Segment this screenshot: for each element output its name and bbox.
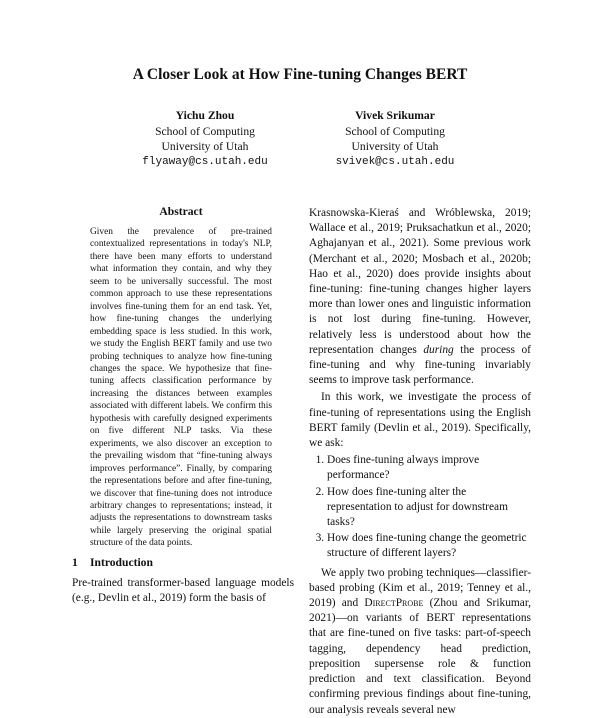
author-email: svivek@cs.utah.edu bbox=[335, 155, 455, 168]
right-paragraph-3 bbox=[309, 566, 531, 718]
author-institution: University of Utah bbox=[161, 140, 249, 153]
emphasis-during: during bbox=[423, 343, 454, 356]
right-paragraph-3-start: We apply two probing techniques—classifier-based probing (Kim et al., 2019; Tenney et al., 2019) and bbox=[309, 566, 531, 610]
author-block-1 bbox=[110, 108, 300, 170]
abstract-text: Given the prevalence of pre-trained contextualized representations in today's NLP, there have been many efforts to understand what information they contain, and why they seem to be universally successful. The most common approach to use these representations involves fine-tuning them for an end task. Yet, how fine-tuning changes the underlying embedding space is less studied. In this work, we study the English BERT family and use two probing techniques to analyze how fine-tuning changes the space. We hypothesize that fine-tuning affects classification performance by increasing the distances between examples associated with different labels. We confirm this hypothesis with carefully designed experiments on five different NLP tasks. Via these experiments, we also discover an exception to the prevailing wisdom that “fine-tuning always improves performance”. Finally, by comparing the representations before and after fine-tuning, we discover that fine-tuning does not introduce arbitrary changes to representations; instead, it adjusts the representations to downstream tasks while largely preserving the original spatial structure of the data points. bbox=[90, 227, 272, 549]
question-list bbox=[309, 453, 531, 561]
right-paragraph-1-text: Krasnowska-Kieraś and Wróblewska, 2019; Wallace et al., 2019; Pruksachatkun et al., 2020; Aghajanyan et al., 2021). Some previous work (Merchant et al., 2020; Mosbach et al., 2020b; Hao et al., 2020) does provide insights about fine-tuning: fine-tuning changes higher layers more than lower ones and linguistic information is not lost during fine-tuning. However, relatively less is understood about how the representation changes bbox=[309, 207, 531, 356]
question-item: 3. How does fine-tuning change the geometric structure of different layers? bbox=[327, 531, 531, 561]
right-paragraph-1-end: the process of fine-tuning and why fine-tuning invariably seems to improve task performance. bbox=[309, 343, 531, 387]
author-block-2 bbox=[300, 108, 490, 170]
author-affiliation: School of Computing bbox=[345, 124, 445, 138]
question-item: 1. Does fine-tuning always improve performance? bbox=[327, 453, 531, 483]
author-affiliation: School of Computing bbox=[155, 124, 255, 138]
author-name: Yichu Zhou bbox=[175, 109, 235, 122]
section-title: Introduction bbox=[90, 556, 153, 569]
right-paragraph-1 bbox=[309, 206, 531, 388]
intro-paragraph: Pre-trained transformer-based language models (e.g., Devlin et al., 2019) form the basis of bbox=[72, 577, 294, 605]
abstract-body bbox=[90, 226, 272, 550]
section-heading-introduction bbox=[72, 556, 292, 569]
directprobe-name: DirectProbe bbox=[364, 597, 424, 610]
intro-body bbox=[72, 576, 294, 606]
right-paragraph-2: In this work, we investigate the process of fine-tuning of representations using the English BERT family (Devlin et al., 2019). Specifically, we ask: bbox=[309, 391, 531, 450]
author-name: Vivek Srikumar bbox=[355, 109, 435, 122]
abstract-heading: Abstract bbox=[159, 205, 203, 218]
author-email: flyaway@cs.utah.edu bbox=[142, 155, 268, 168]
author-institution: University of Utah bbox=[351, 140, 439, 153]
right-paragraph-3-rest: (Zhou and Srikumar, 2021)—on variants of BERT representations that are fine-tuned on five tasks: part-of-speech tagging, dependency head prediction, preposition supersense role & function prediction and text classification. Beyond confirming previous findings about fine-tuning, our analysis reveals several new bbox=[309, 597, 532, 716]
question-item: 2. How does fine-tuning alter the representation to adjust for downstream tasks? bbox=[327, 485, 531, 531]
right-column bbox=[309, 206, 531, 718]
paper-title: A Closer Look at How Fine-tuning Changes BERT bbox=[132, 66, 468, 83]
section-number: 1 bbox=[72, 556, 78, 569]
